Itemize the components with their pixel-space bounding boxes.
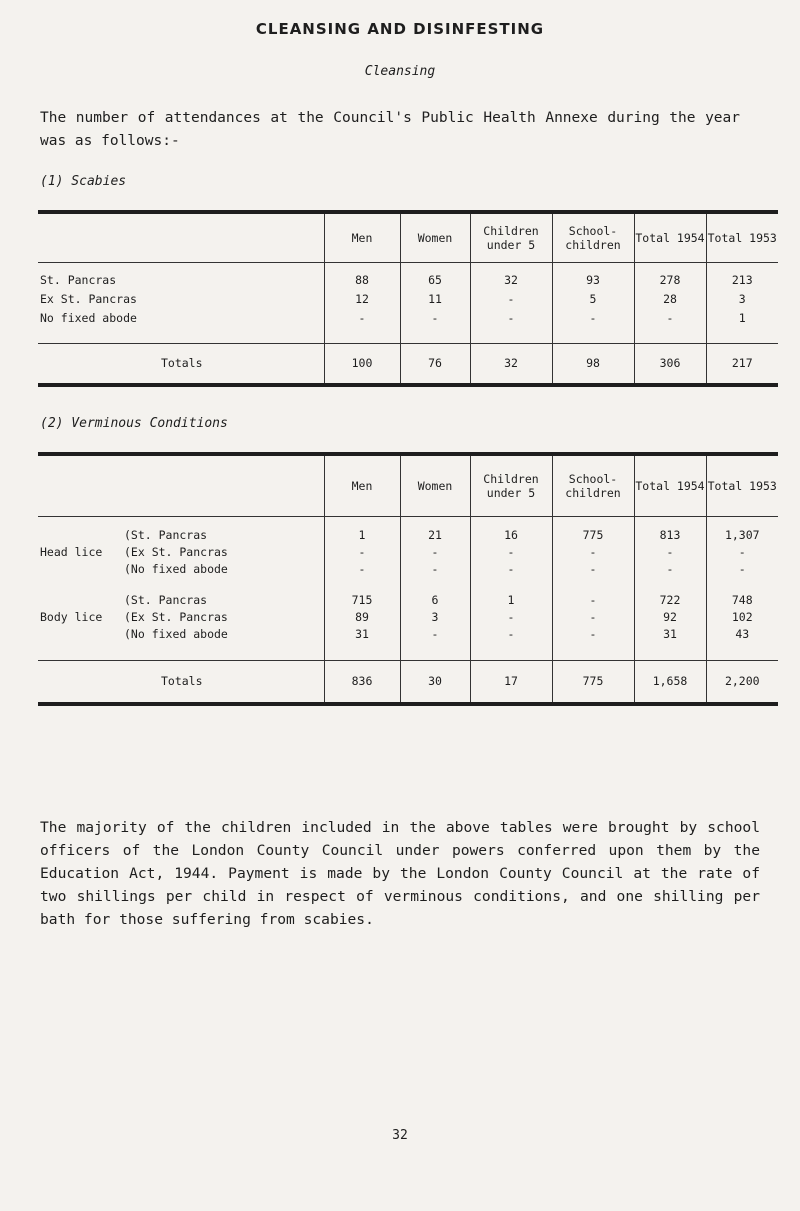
- group-label: Head lice: [40, 544, 103, 559]
- verminous-table: [38, 452, 778, 706]
- closing-paragraph: The majority of the children included in the above tables were brought by school officers of the London County Council under powers conferred upon them by the Education Act, 1944. Payment is made by the London County Council at the rate of two shillings per child in respect of verminous conditions, and one shilling per bath for those suffering from scabies.: [40, 819, 760, 928]
- cell: -: [552, 625, 634, 642]
- intro-paragraph: The number of attendances at the Council's Public Health Annexe during the year was as follows:-: [40, 110, 740, 149]
- cell: 5: [552, 289, 634, 308]
- cell: 813: [634, 526, 706, 543]
- col-header: Men: [324, 454, 400, 516]
- cell: 1: [706, 308, 778, 327]
- cell: 16: [470, 526, 552, 543]
- cell: 775: [552, 660, 634, 704]
- cell: -: [470, 625, 552, 642]
- cell: 1,658: [634, 660, 706, 704]
- verminous-section-label: (2) Verminous Conditions: [40, 416, 228, 431]
- cell: -: [634, 560, 706, 577]
- cell: -: [552, 591, 634, 608]
- cell: 102: [706, 608, 778, 625]
- cell: -: [552, 543, 634, 560]
- totals-row: [38, 343, 778, 385]
- cell: 30: [400, 660, 470, 704]
- cell: -: [552, 560, 634, 577]
- col-header: Men: [324, 212, 400, 262]
- row-label: (St. Pancras: [124, 527, 208, 542]
- table-row: [38, 289, 778, 308]
- cell: -: [634, 543, 706, 560]
- cell: 31: [634, 625, 706, 642]
- cell: -: [634, 308, 706, 327]
- cell: 92: [634, 608, 706, 625]
- totals-row: [38, 660, 778, 704]
- col-header: Total 1954: [634, 454, 706, 516]
- cell: 306: [634, 343, 706, 385]
- cell: 278: [634, 270, 706, 289]
- row-label: St. Pancras: [40, 272, 117, 287]
- cell: 93: [552, 270, 634, 289]
- cell: 1: [324, 526, 400, 543]
- table-row: [38, 560, 778, 577]
- cell: -: [470, 543, 552, 560]
- cell: 3: [400, 608, 470, 625]
- cell: 1,307: [706, 526, 778, 543]
- col-header: Total 1953: [706, 454, 778, 516]
- cell: 76: [400, 343, 470, 385]
- cell: 6: [400, 591, 470, 608]
- cell: 3: [706, 289, 778, 308]
- cell: -: [552, 608, 634, 625]
- table-header-row: [38, 454, 778, 516]
- row-label: Ex St. Pancras: [40, 291, 137, 306]
- cell: 17: [470, 660, 552, 704]
- cell: 722: [634, 591, 706, 608]
- section-subtitle: Cleansing: [364, 64, 436, 79]
- cell: -: [400, 560, 470, 577]
- cell: 28: [634, 289, 706, 308]
- cell: -: [324, 543, 400, 560]
- cell: -: [470, 308, 552, 327]
- scabies-section-label: (1) Scabies: [40, 174, 127, 189]
- table-row: [38, 526, 778, 543]
- cell: 12: [324, 289, 400, 308]
- cell: 836: [324, 660, 400, 704]
- cell: -: [470, 289, 552, 308]
- row-label: Body lice (Ex St. Pancras: [40, 609, 228, 624]
- col-header: School-children: [552, 454, 634, 516]
- cell: -: [706, 543, 778, 560]
- header-blank: [38, 212, 324, 262]
- cell: 775: [552, 526, 634, 543]
- row-label: (No fixed abode: [124, 561, 228, 576]
- row-label: Head lice (Ex St. Pancras: [40, 544, 228, 559]
- cell: -: [400, 625, 470, 642]
- cell: 1: [470, 591, 552, 608]
- col-header: Women: [400, 212, 470, 262]
- col-header: Women: [400, 454, 470, 516]
- cell: -: [324, 560, 400, 577]
- cell: 32: [470, 270, 552, 289]
- table-row: [38, 591, 778, 608]
- cell: 715: [324, 591, 400, 608]
- table-row: [38, 270, 778, 289]
- cell: 217: [706, 343, 778, 385]
- page-title: CLEANSING AND DISINFESTING: [255, 20, 545, 38]
- row-label: No fixed abode: [40, 310, 137, 325]
- cell: 32: [470, 343, 552, 385]
- cell: 2,200: [706, 660, 778, 704]
- col-header: School-children: [552, 212, 634, 262]
- cell: 21: [400, 526, 470, 543]
- col-header: Children under 5: [470, 212, 552, 262]
- col-header: Total 1953: [706, 212, 778, 262]
- cell: -: [400, 308, 470, 327]
- cell: 100: [324, 343, 400, 385]
- group-label: Body lice: [40, 609, 103, 624]
- cell: -: [470, 608, 552, 625]
- cell: 11: [400, 289, 470, 308]
- cell: 65: [400, 270, 470, 289]
- table-header-row: [38, 212, 778, 262]
- header-blank: [38, 454, 324, 516]
- table-row: [38, 308, 778, 327]
- cell: -: [470, 560, 552, 577]
- table-row: [38, 625, 778, 642]
- cell: -: [400, 543, 470, 560]
- table-row: [38, 608, 778, 625]
- cell: 89: [324, 608, 400, 625]
- cell: -: [552, 308, 634, 327]
- cell: 43: [706, 625, 778, 642]
- row-label: (No fixed abode: [124, 626, 228, 641]
- col-header: Total 1954: [634, 212, 706, 262]
- cell: 88: [324, 270, 400, 289]
- scabies-table: [38, 210, 778, 387]
- page-number: 32: [392, 1128, 408, 1143]
- cell: -: [324, 308, 400, 327]
- cell: 31: [324, 625, 400, 642]
- cell: 213: [706, 270, 778, 289]
- totals-label: Totals: [160, 356, 203, 371]
- col-header: Children under 5: [470, 454, 552, 516]
- row-label: (St. Pancras: [124, 592, 208, 607]
- cell: -: [706, 560, 778, 577]
- totals-label: Totals: [160, 674, 203, 689]
- cell: 748: [706, 591, 778, 608]
- table-row: [38, 543, 778, 560]
- cell: 98: [552, 343, 634, 385]
